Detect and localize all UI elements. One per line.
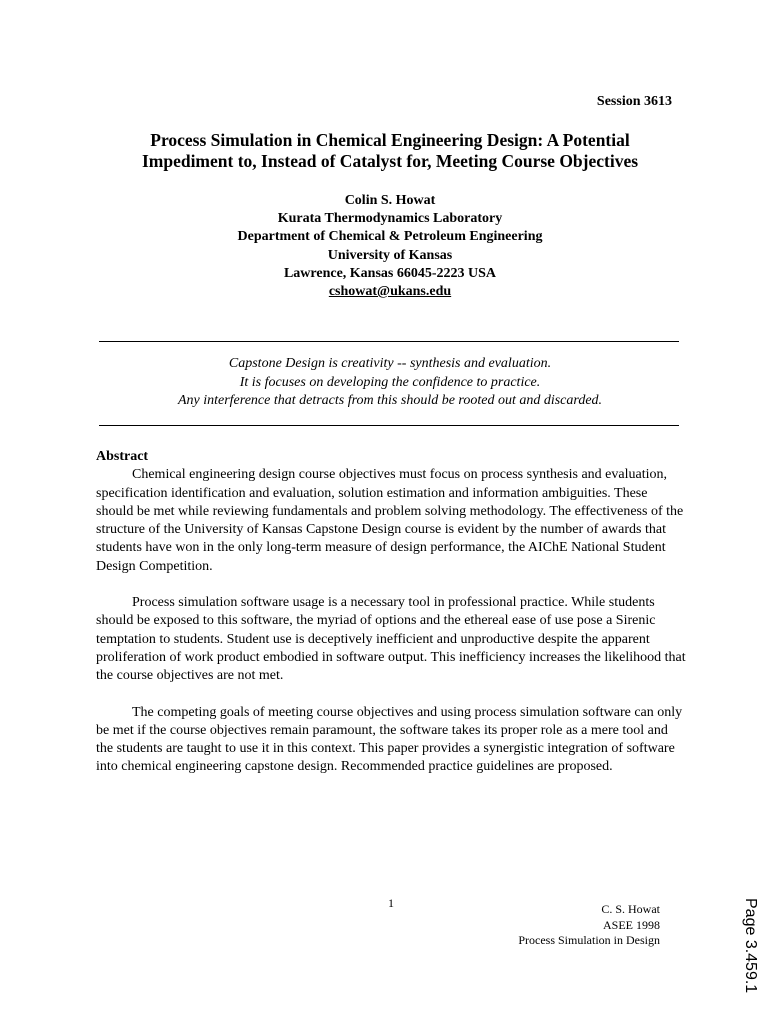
title-line-2: Impediment to, Instead of Catalyst for, Meeting Course Objectives [141,151,639,171]
author-university: University of Kansas [327,247,453,263]
top-divider [99,341,679,342]
footer-author: C. S. Howat [601,902,660,916]
epigraph-quote [96,355,684,411]
author-block [96,192,684,301]
footer-block [518,902,660,949]
page-side-label: Page 3.459.1 [742,898,759,994]
paper-title [96,130,684,172]
author-address: Lawrence, Kansas 66045-2223 USA [283,265,497,281]
title-line-1: Process Simulation in Chemical Engineering Design: A Potential [150,130,630,150]
session-number: Session 3613 [596,94,672,109]
abstract-paragraph-2: Process simulation software usage is a necessary tool in professional practice. While students should be exposed to this software, the myriad of options and the ethereal ease of use pose a Sirenic temptation to students. Student use is deceptively inefficient and unproductive despite the apparent proliferation of work product embodied in software output. This inefficiency increases the likelihood that the course objectives are not met. [96,595,686,684]
author-name: Colin S. Howat [344,193,436,208]
page-number: 1 [388,896,394,910]
quote-line-2: It is focuses on developing the confidence to practice. [239,374,541,390]
abstract-section [96,448,686,795]
author-lab: Kurata Thermodynamics Laboratory [277,211,503,227]
footer-conference: ASEE 1998 [603,917,660,932]
author-email-link[interactable]: cshowat@ukans.edu [328,284,452,300]
quote-line-1: Capstone Design is creativity -- synthesis and evaluation. [228,356,552,371]
quote-line-3: Any interference that detracts from this should be rooted out and discarded. [177,393,603,408]
abstract-paragraph-3: The competing goals of meeting course objectives and using process simulation software can only be met if the course objectives remain paramount, the software takes its proper role as a mere tool and the students are taught to use it in this context. This paper provides a synergistic integration of software into chemical engineering capstone design. Recommended practice guidelines are proposed. [96,704,683,775]
footer-short-title: Process Simulation in Design [518,933,660,947]
abstract-paragraph-1: Chemical engineering design course objectives must focus on process synthesis and evaluation, specification identification and evaluation, solution estimation and information ambiguities. These should be met while reviewing fundamentals and problem solving methodology. The effectiveness of the structure of the University of Kansas Capstone Design course is evident by the number of awards that students have won in the only long-term measure of design performance, the AIChE National Student Design Competition. [96,467,684,574]
bottom-divider [99,425,679,426]
abstract-heading: Abstract [96,449,149,464]
author-department: Department of Chemical & Petroleum Engineering [237,229,543,245]
